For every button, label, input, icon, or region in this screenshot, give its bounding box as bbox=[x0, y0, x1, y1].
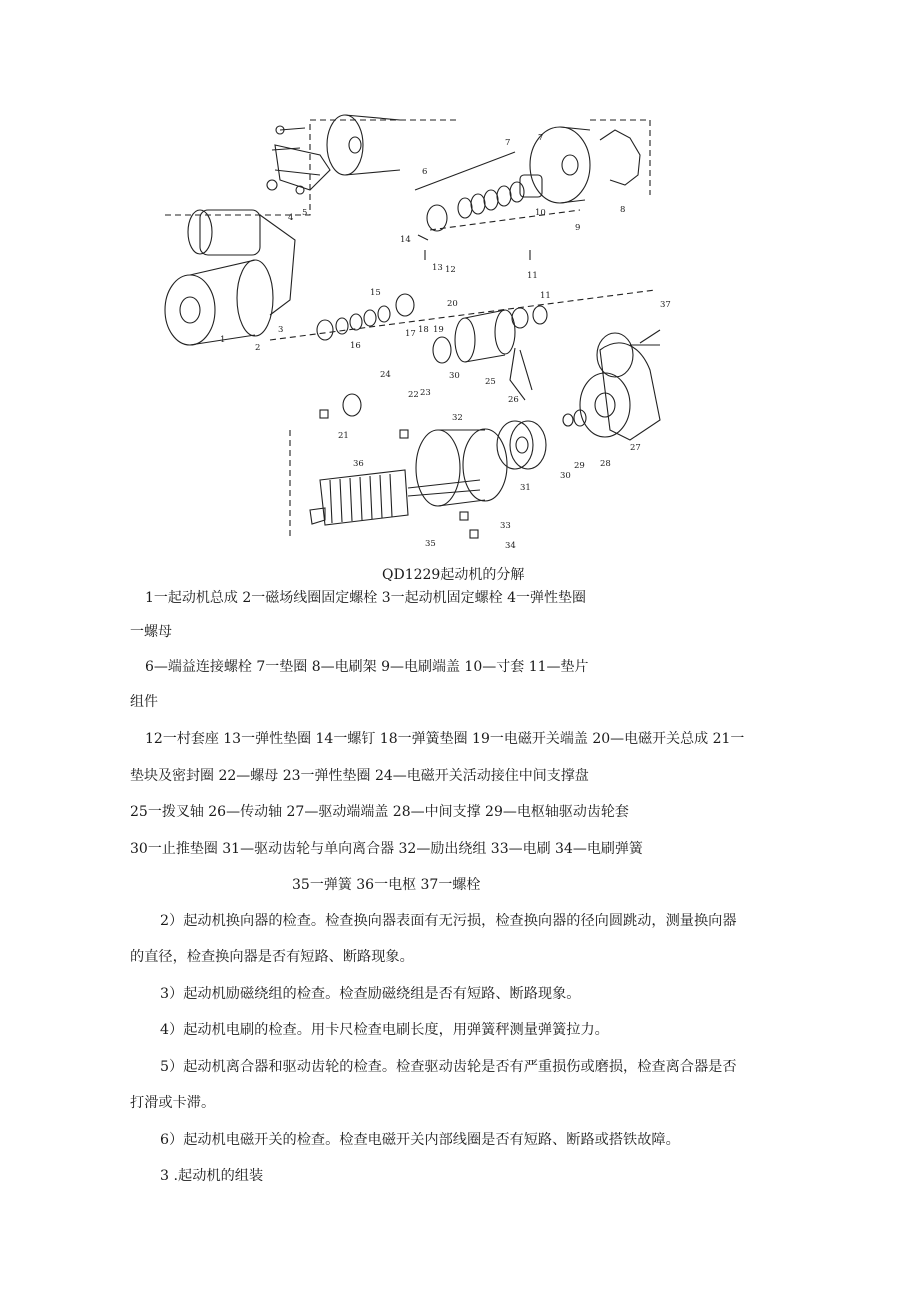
legend-line: 一螺母 bbox=[130, 624, 172, 640]
part-number-label: 15 bbox=[370, 288, 381, 298]
part-number-labels bbox=[220, 133, 671, 551]
part-number-label: 22 bbox=[408, 390, 419, 400]
part-number-label: 10 bbox=[535, 208, 546, 218]
part-number-label: 6 bbox=[422, 167, 428, 177]
paragraph-line: 3）起动机励磁绕组的检查。检查励磁绕组是否有短路、断路现象。 bbox=[160, 986, 581, 1002]
legend-line: 25一拨叉轴 26—传动轴 27—驱动端端盖 28—中间支撑 29—电枢轴驱动齿轮套 bbox=[130, 804, 629, 820]
legend-line: 垫块及密封圈 22—螺母 23一弹性垫圈 24—电磁开关活动接住中间支撑盘 bbox=[130, 768, 589, 784]
part-number-label: 4 bbox=[288, 213, 294, 223]
part-number-label: 37 bbox=[660, 300, 671, 310]
part-number-label: 8 bbox=[620, 205, 626, 215]
part-number-label: 9 bbox=[575, 223, 581, 233]
legend-line: 1一起动机总成 2一磁场线圈固定螺栓 3一起动机固定螺栓 4一弹性垫圈 bbox=[145, 590, 586, 606]
part-number-label: 33 bbox=[500, 521, 511, 531]
part-number-label: 17 bbox=[405, 329, 416, 339]
diagram-svg bbox=[160, 100, 810, 555]
part-number-label: 35 bbox=[425, 539, 436, 549]
part-number-label: 36 bbox=[353, 459, 364, 469]
starter-exploded-diagram bbox=[160, 100, 810, 555]
part-number-label: 18 bbox=[418, 325, 429, 335]
paragraph-line: 6）起动机电磁开关的检查。检查电磁开关内部线圈是否有短路、断路或搭铁故障。 bbox=[160, 1132, 680, 1148]
part-number-label: 3 bbox=[278, 325, 284, 335]
part-number-label: 26 bbox=[508, 395, 519, 405]
part-number-label: 16 bbox=[350, 341, 361, 351]
figure-caption: QD1229起动机的分解 bbox=[382, 567, 525, 583]
part-number-label: 23 bbox=[420, 388, 431, 398]
legend-line: 35一弹簧 36一电枢 37一螺栓 bbox=[292, 877, 481, 893]
part-number-label: 32 bbox=[452, 413, 463, 423]
part-number-label: 1 bbox=[220, 335, 226, 345]
legend-line: 组件 bbox=[130, 694, 158, 710]
paragraph-line: 5）起动机离合器和驱动齿轮的检查。检查驱动齿轮是否有严重损伤或磨损，检查离合器是否 bbox=[160, 1059, 737, 1075]
part-number-label: 12 bbox=[445, 265, 456, 275]
paragraph-line: 4）起动机电刷的检查。用卡尺检查电刷长度，用弹簧秤测量弹簧拉力。 bbox=[160, 1022, 609, 1038]
part-number-label: 29 bbox=[574, 461, 585, 471]
part-number-label: 5 bbox=[302, 208, 308, 218]
part-number-label: 20 bbox=[447, 299, 458, 309]
part-number-label: 28 bbox=[600, 459, 611, 469]
part-number-label: 27 bbox=[630, 443, 641, 453]
part-number-label: 14 bbox=[400, 235, 411, 245]
part-number-label: 11 bbox=[540, 291, 551, 301]
part-number-label: 2 bbox=[255, 343, 261, 353]
section-heading: 3 .起动机的组装 bbox=[160, 1168, 264, 1184]
paragraph-line: 2）起动机换向器的检查。检查换向器表面有无污损，检查换向器的径向圆跳动，测量换向器 bbox=[160, 913, 737, 929]
part-number-label: 21 bbox=[338, 431, 349, 441]
part-number-label: 34 bbox=[505, 541, 516, 551]
legend-line: 12一村套座 13一弹性垫圈 14一螺钉 18一弹簧垫圈 19一电磁开关端盖 20—电磁开关总成 21一 bbox=[145, 731, 745, 747]
part-number-label: 30 bbox=[449, 371, 460, 381]
part-number-label: 31 bbox=[520, 483, 531, 493]
part-number-label: 13 bbox=[432, 263, 443, 273]
part-number-label: 24 bbox=[380, 370, 391, 380]
part-number-label: 19 bbox=[433, 325, 444, 335]
paragraph-line: 打滑或卡滞。 bbox=[130, 1095, 216, 1111]
legend-line: 30一止推垫圈 31—驱动齿轮与单向离合器 32—励出绕组 33—电刷 34—电刷弹簧 bbox=[130, 841, 643, 857]
part-number-label: 11 bbox=[527, 271, 538, 281]
legend-line: 6—端益连接螺栓 7一垫圈 8—电刷架 9—电刷端盖 10—寸套 11—垫片 bbox=[145, 659, 589, 675]
part-number-label: 30 bbox=[560, 471, 571, 481]
part-number-label: 25 bbox=[485, 377, 496, 387]
part-number-label: 7 bbox=[505, 138, 511, 148]
paragraph-line: 的直径，检查换向器是否有短路、断路现象。 bbox=[130, 949, 414, 965]
part-number-label: 7 bbox=[538, 133, 544, 143]
